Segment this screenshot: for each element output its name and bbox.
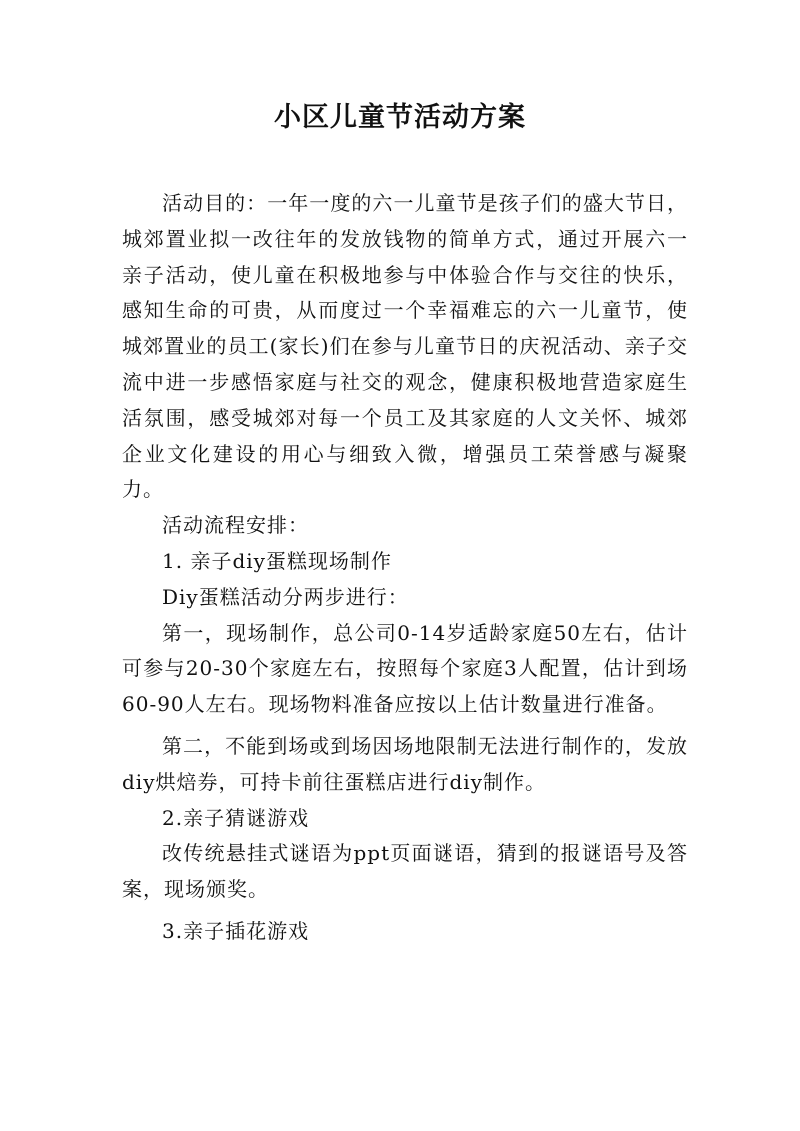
paragraph-step-two: 第二，不能到场或到场因场地限制无法进行制作的，发放diy烘焙券，可持卡前往蛋糕店进行diy制作。 [122, 733, 688, 794]
document-body [122, 186, 688, 950]
paragraph-item-1: 1. 亲子diy蛋糕现场制作 [162, 548, 392, 573]
paragraph-item-2: 2.亲子猜谜游戏 [162, 805, 310, 830]
paragraph-schedule-heading: 活动流程安排： [162, 513, 309, 538]
paragraph-step-one: 第一，现场制作，总公司0-14岁适龄家庭50左右，估计可参与20-30个家庭左右，按照每个家庭3人配置，估计到场60-90人左右。现场物料准备应按以上估计数量进行准备。 [122, 620, 688, 717]
document-title: 小区儿童节活动方案 [274, 102, 526, 133]
paragraph-riddle-desc: 改传统悬挂式谜语为ppt页面谜语，猜到的报谜语号及答案，现场颁奖。 [122, 841, 688, 902]
paragraph-purpose: 活动目的：一年一度的六一儿童节是孩子们的盛大节日，城郊置业拟一改往年的发放钱物的简单方式，通过开展六一亲子活动，使儿童在积极地参与中体验合作与交往的快乐，感知生命的可贵，从而度过一个幸福难忘的六一儿童节，使城郊置业的员工(家长)们在参与儿童节日的庆祝活动、亲子交流中进一步感悟家庭与社交的观念，健康积极地营造家庭生活氛围，感受城郊对每一个员工及其家庭的人文关怀、城郊企业文化建设的用心与细致入微，增强员工荣誉感与凝聚力。 [122, 191, 688, 502]
paragraph-diy-steps: Diy蛋糕活动分两步进行： [162, 584, 409, 609]
paragraph-item-3: 3.亲子插花游戏 [162, 918, 310, 943]
